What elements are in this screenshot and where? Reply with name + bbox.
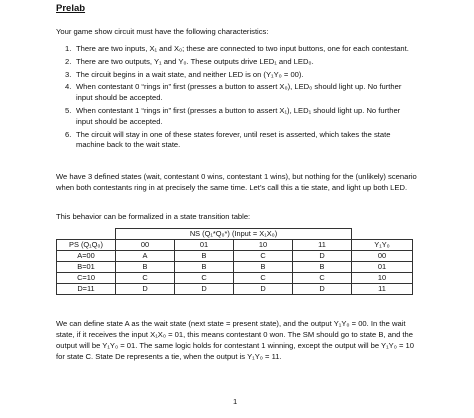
requirements-list — [56, 44, 418, 153]
list-text: When contestant 1 “rings in” first (presses a button to assert X₁), LED₁ should light up. No further input should be accepted. — [76, 105, 401, 126]
ps-cell: B=01 — [57, 262, 116, 273]
ns-cell: D — [293, 251, 352, 262]
input-col-header: 00 — [116, 240, 175, 251]
ps-cell: A=00 — [57, 251, 116, 262]
output-cell: 11 — [352, 284, 413, 295]
output-cell: 00 — [352, 251, 413, 262]
ns-cell: B — [234, 262, 293, 273]
list-text: The circuit begins in a wait state, and neither LED is on (Y₁Y₀ = 00). — [76, 69, 304, 79]
state-transition-table-wrapper — [56, 228, 413, 295]
list-text: The circuit will stay in one of these states forever, until reset is asserted, which takes the state machine back to the wait state. — [76, 129, 391, 150]
list-number: 4. — [65, 82, 72, 92]
list-item — [56, 82, 418, 104]
ns-cell: C — [116, 273, 175, 284]
output-header: Y₁Y₀ — [352, 240, 413, 251]
input-col-header: 11 — [293, 240, 352, 251]
list-item — [56, 57, 418, 68]
list-text: There are two inputs, X₁ and X₀; these are connected to two input buttons, one for each contestant. — [76, 44, 409, 53]
ns-cell: D — [293, 284, 352, 295]
list-text: There are two outputs, Y₁ and Y₀. These outputs drive LED₁ and LED₀. — [76, 56, 314, 66]
list-number: 5. — [65, 105, 72, 115]
list-number: 2. — [65, 56, 72, 66]
ns-cell: C — [293, 273, 352, 284]
table-header-row — [57, 240, 413, 251]
intro-paragraph: Your game show circuit must have the following characteristics: — [56, 27, 269, 36]
ns-cell: D — [234, 284, 293, 295]
ps-cell: D=11 — [57, 284, 116, 295]
ns-cell: A — [116, 251, 175, 262]
list-item — [56, 130, 418, 152]
page-number: 1 — [233, 397, 238, 406]
ns-cell: B — [293, 262, 352, 273]
ns-cell: C — [175, 273, 234, 284]
list-text: When contestant 0 “rings in” first (presses a button to assert X₀), LED₀ should light up. No further input should be accepted. — [76, 82, 402, 103]
ns-cell: B — [116, 262, 175, 273]
ns-cell: D — [116, 284, 175, 295]
list-item — [56, 44, 418, 55]
table-intro-paragraph: This behavior can be formalized in a state transition table: — [56, 212, 251, 221]
states-paragraph: We have 3 defined states (wait, contestant 0 wins, contestant 1 wins), but nothing for the (unlikely) scenario when both contestants ring in at precisely the same time. Let’s call this a tie state, and light up both LED. — [56, 172, 417, 192]
list-number: 3. — [65, 69, 72, 79]
ns-cell: B — [175, 262, 234, 273]
table-row — [57, 273, 413, 284]
ns-cell: C — [234, 251, 293, 262]
list-number: 6. — [65, 129, 72, 139]
output-cell: 10 — [352, 273, 413, 284]
table-row — [57, 262, 413, 273]
ns-cell: B — [175, 251, 234, 262]
ns-cell: D — [175, 284, 234, 295]
input-col-header: 01 — [175, 240, 234, 251]
list-item — [56, 70, 418, 81]
ps-cell: C=10 — [57, 273, 116, 284]
table-header-row — [57, 229, 413, 240]
list-item — [56, 106, 418, 128]
ns-header: NS (Q₁*Q₀*) (Input = X₁X₀) — [116, 229, 352, 240]
final-paragraph: We can define state A as the wait state (next state = present state), and the output Y₁Y₀ = 00. In the wait state, if it receives the input X₁X₀ = 01, this means contestant 0 won. The SM should go to state B, and the output will be Y₁Y₀ = 01. The same logic holds for contestant 1 winning, except the output will be Y₁Y₀ = 10 for state C. State De represents a tie, when the output is Y₁Y₀ = 11. — [56, 319, 415, 361]
state-transition-table — [56, 228, 413, 295]
output-cell: 01 — [352, 262, 413, 273]
table-row — [57, 251, 413, 262]
ps-header: PS (Q₁Q₀) — [57, 240, 116, 251]
page-heading: Prelab — [56, 3, 86, 14]
ns-cell: C — [234, 273, 293, 284]
list-number: 1. — [65, 44, 72, 53]
table-row — [57, 284, 413, 295]
input-col-header: 10 — [234, 240, 293, 251]
